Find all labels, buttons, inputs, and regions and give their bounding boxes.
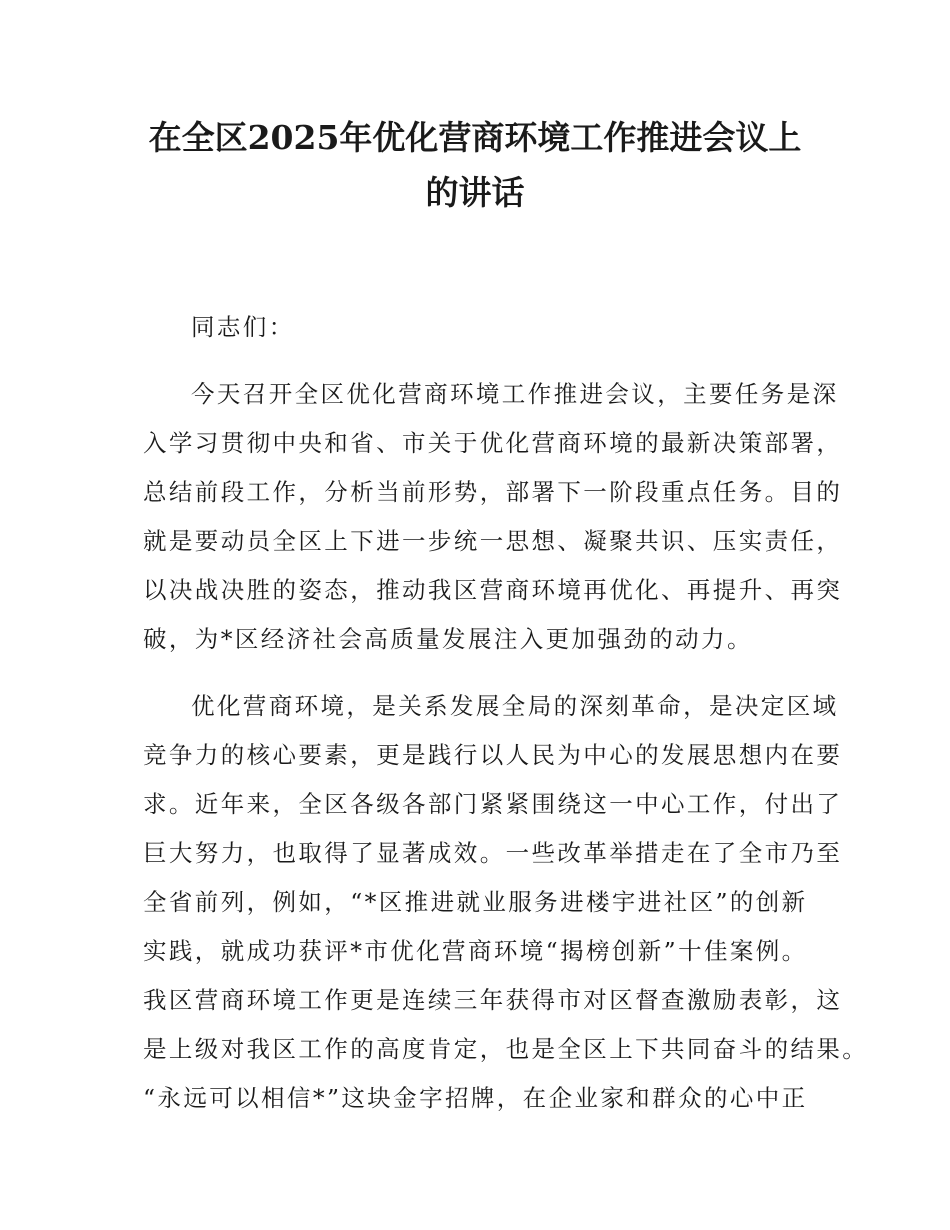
paragraph-line: “永远可以相信*”这块金字招牌，在企业家和群众的心中正 <box>143 1084 808 1112</box>
paragraph-gap <box>143 352 843 370</box>
paragraph-line: 破，为*区经济社会高质量发展注入更加强劲的动力。 <box>143 625 753 653</box>
document-body <box>143 303 869 1123</box>
paragraph-2 <box>143 682 869 1123</box>
paragraph-line: 我区营商环境工作更是连续三年获得市对区督查激励表彰，这 <box>143 986 843 1014</box>
paragraph-gap <box>143 664 843 682</box>
title-line: 在全区2025年优化营商环境工作推进会议上 <box>148 118 802 157</box>
paragraph-line: 巨大努力，也取得了显著成效。一些改革举措走在了全市乃至 <box>143 839 843 867</box>
paragraph-line: 全省前列，例如，“*区推进就业服务进楼宇进社区”的创新 <box>143 888 808 916</box>
paragraph-line: 竞争力的核心要素，更是践行以人民为中心的发展思想内在要 <box>143 741 843 769</box>
paragraph-line: 就是要动员全区上下进一步统一思想、凝聚共识、压实责任， <box>143 527 843 555</box>
paragraph-line: 是上级对我区工作的高度肯定，也是全区上下共同奋斗的结果。 <box>143 1035 869 1063</box>
paragraph-line: 总结前段工作，分析当前形势，部署下一阶段重点任务。目的 <box>143 478 843 506</box>
paragraph-line: 以决战决胜的姿态，推动我区营商环境再优化、再提升、再突 <box>143 576 843 604</box>
title-line: 的讲话 <box>425 173 525 212</box>
document-title <box>100 110 850 220</box>
paragraph-line: 优化营商环境，是关系发展全局的深刻革命，是决定区域 <box>191 692 839 720</box>
paragraph-line: 入学习贯彻中央和省、市关于优化营商环境的最新决策部署， <box>143 429 843 457</box>
paragraph-1 <box>143 370 843 664</box>
salutation: 同志们： <box>191 313 295 341</box>
paragraph-line: 求。近年来，全区各级各部门紧紧围绕这一中心工作，付出了 <box>143 790 843 818</box>
paragraph-line: 实践，就成功获评*市优化营商环境“揭榜创新”十佳案例。 <box>143 937 808 965</box>
paragraph-line: 今天召开全区优化营商环境工作推进会议，主要任务是深 <box>191 380 839 408</box>
